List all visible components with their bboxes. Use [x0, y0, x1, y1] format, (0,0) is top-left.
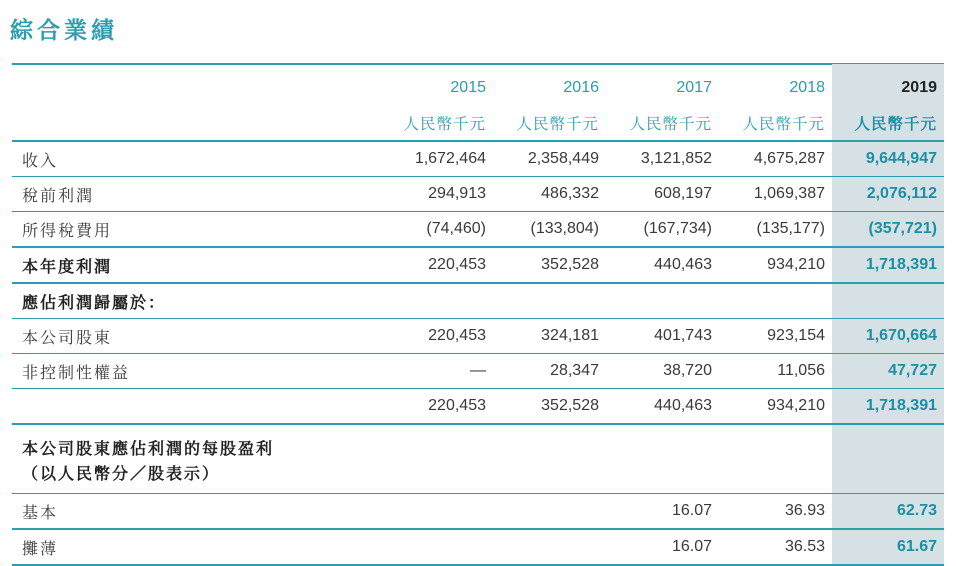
row-label: 收入 [12, 141, 380, 177]
header-spacer [12, 64, 380, 106]
cell-value: (74,460) [380, 212, 493, 248]
cell-value: 38,720 [606, 354, 719, 389]
year-header-2017: 2017 [676, 79, 712, 96]
cell-value: 4,675,287 [719, 141, 832, 177]
empty-cell [380, 283, 493, 319]
cell-value: (133,804) [493, 212, 606, 248]
empty-cell [606, 424, 719, 494]
table-row-owners [12, 319, 944, 354]
cell-value-highlight: 1,718,391 [832, 247, 944, 283]
table-row-non-controlling [12, 354, 944, 389]
unit-header-row [12, 106, 944, 141]
cell-value: 440,463 [606, 389, 719, 425]
unit-label: 人民幣千元 [629, 115, 712, 133]
row-label [12, 424, 380, 494]
cell-value [380, 529, 493, 565]
row-label: 稅前利潤 [12, 177, 380, 212]
consolidated-results-table [12, 64, 944, 566]
page-title: 綜合業績 [10, 18, 118, 44]
unit-label: 人民幣千元 [832, 106, 944, 141]
cell-value [380, 494, 493, 530]
year-header-2019: 2019 [832, 64, 944, 106]
cell-value: 352,528 [493, 247, 606, 283]
cell-value-highlight: 9,644,947 [832, 141, 944, 177]
row-label: 本公司股東 [12, 319, 380, 354]
row-label [12, 389, 380, 425]
cell-value: 1,069,387 [719, 177, 832, 212]
table-row-eps-heading [12, 424, 944, 494]
year-header-2015: 2015 [450, 79, 486, 96]
cell-value: 440,463 [606, 247, 719, 283]
row-label: 非控制性權益 [12, 354, 380, 389]
row-label: 基本 [12, 494, 380, 530]
empty-cell [493, 283, 606, 319]
empty-cell [719, 424, 832, 494]
cell-value: 36.53 [719, 529, 832, 565]
cell-value: 11,056 [719, 354, 832, 389]
empty-cell-highlight [832, 283, 944, 319]
empty-cell-highlight [832, 424, 944, 494]
year-header-row [12, 64, 944, 106]
cell-value-highlight: 61.67 [832, 529, 944, 565]
cell-value: 934,210 [719, 389, 832, 425]
table-row-total [12, 389, 944, 425]
table-row-revenue [12, 141, 944, 177]
table-row-attributable-heading [12, 283, 944, 319]
empty-cell [606, 283, 719, 319]
cell-value: 934,210 [719, 247, 832, 283]
cell-value: — [380, 354, 493, 389]
cell-value: 2,358,449 [493, 141, 606, 177]
row-label: 應佔利潤歸屬於： [12, 283, 380, 319]
cell-value-highlight: 1,670,664 [832, 319, 944, 354]
cell-value: 324,181 [493, 319, 606, 354]
cell-value-highlight: 62.73 [832, 494, 944, 530]
empty-cell [719, 283, 832, 319]
unit-label: 人民幣千元 [403, 115, 486, 133]
row-label: 所得稅費用 [12, 212, 380, 248]
year-header-2016: 2016 [563, 79, 599, 96]
table-row-profit-for-year [12, 247, 944, 283]
cell-value [493, 494, 606, 530]
cell-value: 36.93 [719, 494, 832, 530]
cell-value: 486,332 [493, 177, 606, 212]
empty-cell [380, 424, 493, 494]
cell-value: 401,743 [606, 319, 719, 354]
unit-label: 人民幣千元 [742, 115, 825, 133]
cell-value [493, 529, 606, 565]
header-spacer [12, 106, 380, 141]
cell-value: 220,453 [380, 247, 493, 283]
eps-heading-line2: （以人民幣分／股表示） [22, 464, 221, 483]
cell-value-highlight: (357,721) [832, 212, 944, 248]
eps-heading-line1: 本公司股東應佔利潤的每股盈利 [22, 439, 275, 458]
table-row-eps-basic [12, 494, 944, 530]
table-row-profit-before-tax [12, 177, 944, 212]
cell-value: 608,197 [606, 177, 719, 212]
cell-value: 294,913 [380, 177, 493, 212]
row-label: 本年度利潤 [12, 247, 380, 283]
unit-label: 人民幣千元 [516, 115, 599, 133]
cell-value-highlight: 47,727 [832, 354, 944, 389]
cell-value: 1,672,464 [380, 141, 493, 177]
cell-value: 220,453 [380, 389, 493, 425]
cell-value: 3,121,852 [606, 141, 719, 177]
cell-value: 923,154 [719, 319, 832, 354]
table-row-eps-diluted [12, 529, 944, 565]
cell-value: 16.07 [606, 529, 719, 565]
empty-cell [493, 424, 606, 494]
row-label: 攤薄 [12, 529, 380, 565]
cell-value: (135,177) [719, 212, 832, 248]
cell-value: 16.07 [606, 494, 719, 530]
cell-value: 28,347 [493, 354, 606, 389]
cell-value: 352,528 [493, 389, 606, 425]
year-header-2018: 2018 [789, 79, 825, 96]
cell-value-highlight: 1,718,391 [832, 389, 944, 425]
cell-value: (167,734) [606, 212, 719, 248]
cell-value-highlight: 2,076,112 [832, 177, 944, 212]
table-row-income-tax [12, 212, 944, 248]
cell-value: 220,453 [380, 319, 493, 354]
